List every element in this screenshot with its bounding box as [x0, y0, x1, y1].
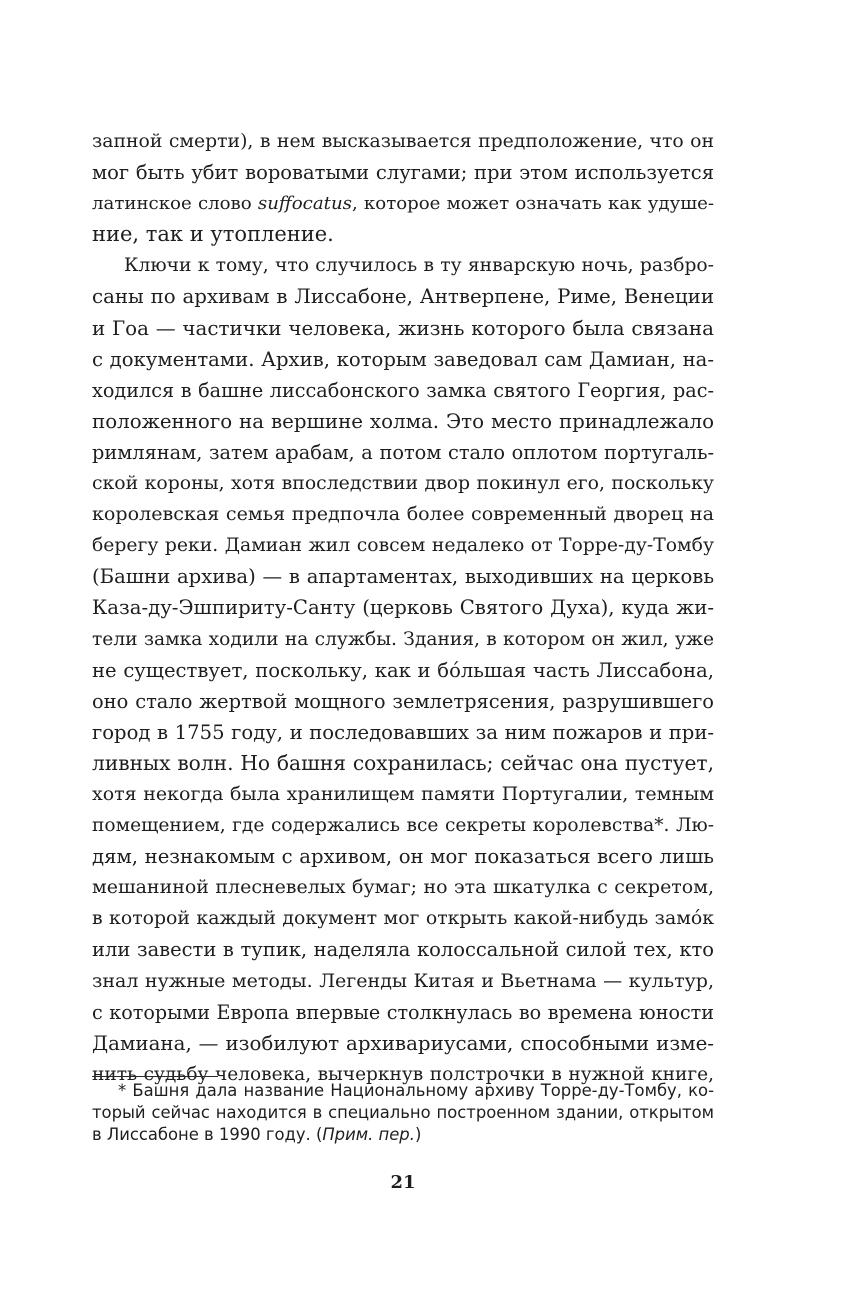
text-line: хотя некогда была хранилищем памяти Португалии, темным	[92, 782, 714, 805]
text-line: римлянам, затем арабам, а потом стало оплотом португаль-	[92, 440, 714, 464]
text-line: саны по архивам в Лиссабоне, Антверпене, Риме, Венеции	[92, 285, 714, 309]
main-text	[92, 126, 714, 1090]
text-line: знал нужные методы. Легенды Китая и Вьетнама — культур,	[92, 969, 714, 992]
text-line: Ключи к тому, что случилось в ту январскую ночь, разбро-	[124, 255, 714, 277]
text-line: ние, так и утопление.	[92, 222, 334, 247]
text-line: Каза-ду-Эшпириту-Санту (церковь Святого Духа), куда жи-	[92, 596, 714, 620]
text-line: нить судьбу человека, вычеркнув полстрочки в нужной книге,	[92, 1063, 714, 1085]
text-line: мог быть убит вороватыми слугами; при этом используется	[92, 161, 714, 185]
text-run: , которое может означать как удуше-	[351, 193, 714, 215]
text-line: королевская семья предпочла более современный дворец на	[92, 503, 714, 526]
paragraph-main	[92, 250, 714, 1090]
translator-note: Прим. пер.	[322, 1125, 415, 1144]
text-line: (Башни архива) — в апартаментах, выходивших на церковь	[92, 565, 714, 589]
text-line: берегу реки. Дамиан жил совсем недалеко от Торре-ду-Томбу	[92, 535, 714, 557]
text-line: с которыми Европа впервые столкнулась во времена юности	[92, 1000, 714, 1024]
text-line: и Гоа — частички человека, жизнь которого была связана	[92, 316, 714, 340]
footnote-line: * Башня дала название Национальному архиву Торре-ду-Томбу, ко-	[118, 1081, 714, 1100]
text-line: или завести в тупик, наделяла колоссальной силой тех, кто	[92, 938, 714, 962]
text-line: оно стало жертвой мощного землетрясения, разрушившего	[92, 689, 714, 713]
footnote-line	[92, 1124, 714, 1146]
text-run: латинское слово	[92, 193, 258, 215]
text-line: помещением, где содержались все секреты королевства*. Лю-	[92, 815, 714, 837]
text-line: тели замка ходили на службы. Здания, в котором он жил, уже	[92, 628, 714, 650]
paragraph-continued	[92, 126, 714, 250]
footnote-rule	[92, 1076, 218, 1077]
text-line: положенного на вершине холма. Это место принадлежало	[92, 409, 714, 433]
text-line: не существует, поскольку, как и бóльшая часть Лиссабона,	[92, 658, 714, 682]
page-number: 21	[390, 1172, 416, 1193]
text-line	[92, 188, 714, 219]
text-run: в Лиссабоне в 1990 году. (	[92, 1125, 323, 1144]
latin-word: suffocatus	[257, 193, 352, 215]
footnote	[92, 1080, 714, 1146]
text-line: мешаниной плесневелых бумаг; но эта шкатулка с секретом,	[92, 876, 714, 899]
text-line: ходился в башне лиссабонского замка святого Георгия, рас-	[92, 378, 714, 402]
text-line: ливных волн. Но башня сохранилась; сейчас она пустует,	[92, 750, 714, 775]
text-line: город в 1755 году, и последовавших за ним пожаров и при-	[92, 720, 714, 744]
text-line: ской короны, хотя впоследствии двор покинул его, поскольку	[92, 473, 714, 495]
text-line: с документами. Архив, которым заведовал сам Дамиан, на-	[92, 347, 714, 371]
text-line: запной смерти), в нем высказывается предположение, что он	[92, 131, 714, 152]
text-line: дям, незнакомым с архивом, он мог показаться всего лишь	[92, 845, 714, 869]
text-line: в которой каждый документ мог открыть какой-нибудь замóк	[92, 907, 714, 930]
text-run: )	[414, 1125, 422, 1144]
footnote-line: торый сейчас находится в специально построенном здании, открытом	[92, 1103, 714, 1122]
text-line: Дамиана, — изобилуют архивариусами, способными изме-	[92, 1031, 714, 1055]
